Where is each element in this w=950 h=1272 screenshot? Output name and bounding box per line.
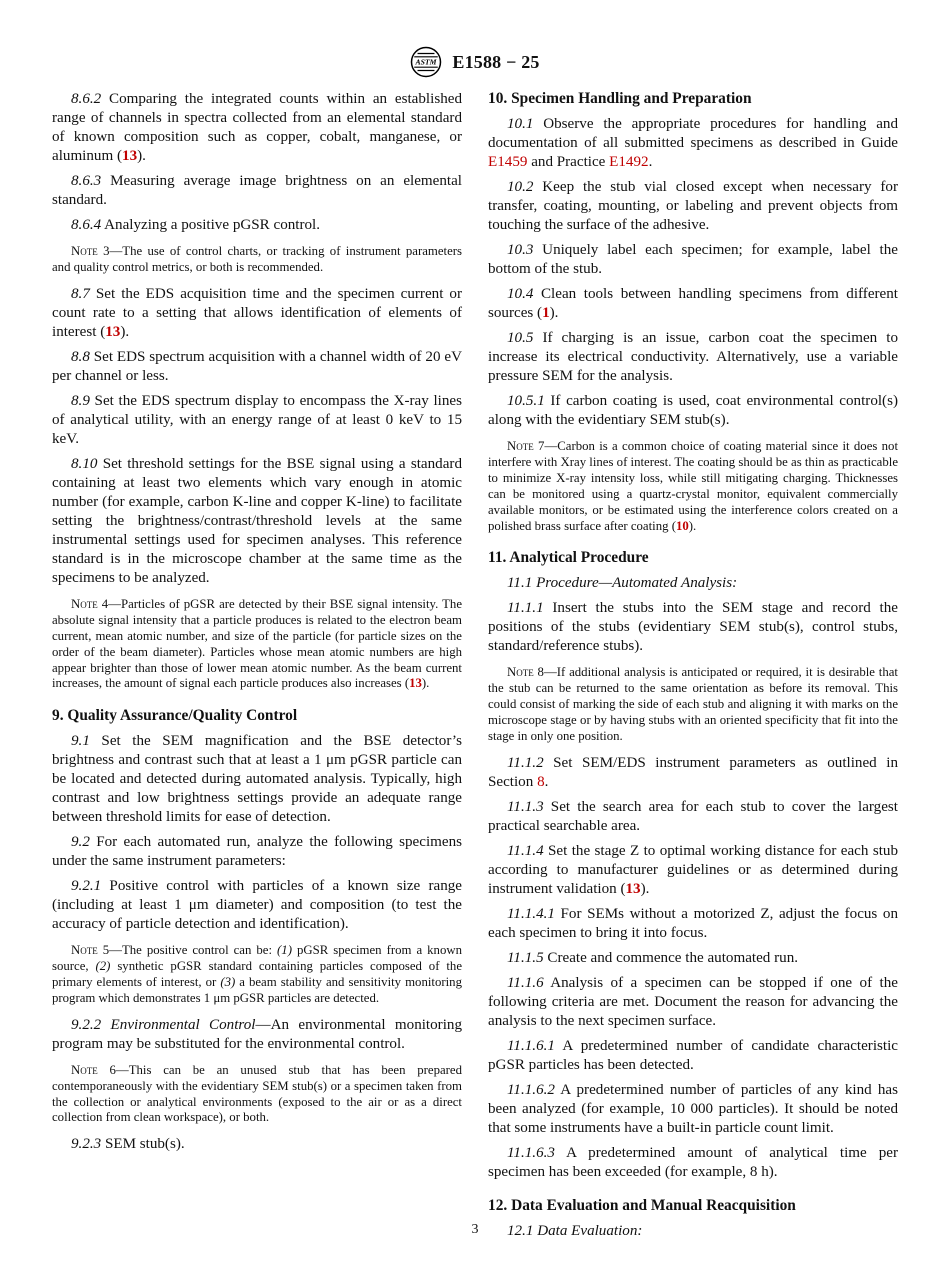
text-run: 11.1.3 [507,798,544,815]
body-paragraph [488,1081,898,1138]
astm-logo-icon [410,46,442,78]
note-paragraph [488,439,898,534]
text-run: Set SEM/EDS instrument parameters as outlined in Section [488,754,898,790]
text-run: (1) [277,943,292,958]
section-heading [52,707,462,725]
text-run: 6—This can be an unused stub that has been prepared contemporaneously with the evidentiary SEM stub(s) or a specimen taken from the collection or analytical environments (exposed to the air or as a direct collection from clean workspace), or both. [52,1062,462,1125]
body-paragraph [52,285,462,342]
page-footer [0,1222,950,1238]
text-run: ). [688,518,697,533]
text-run: pGSR specimen from a known source, [52,943,462,974]
reference-link[interactable]: 13 [409,676,422,691]
section-heading [488,549,898,567]
page-number: 3 [471,1222,479,1237]
body-paragraph [52,1135,462,1154]
text-run: Create and commence the automated run. [543,949,799,966]
text-run: 10.4 [507,286,534,303]
text-run: Note [71,597,98,612]
note-paragraph [488,665,898,744]
body-paragraph [488,949,898,968]
page-header [0,46,950,78]
text-run: 8.10 [71,455,98,472]
text-run: Set the stage Z to optimal working distance for each stub according to manufacturer guidelines or as determined during instrument validation ( [488,842,898,897]
right-column [488,90,898,1247]
text-run: Observe the appropriate procedures for handling and documentation of all submitted specimens as described in Guide [488,116,898,152]
text-run: A predetermined number of candidate characteristic pGSR particles has been detected. [488,1037,898,1073]
text-run: Set the EDS spectrum display to encompass the X-ray lines of analytical utility, with an energy range of at least 0 keV to 15 keV. [52,392,462,447]
body-paragraph [488,599,898,656]
section-heading [488,90,898,108]
text-run: 9.2.2 Environmental Control [71,1016,256,1033]
body-paragraph [52,392,462,449]
text-run: a beam stability and sensitivity monitoring program which demonstrates 1 μm pGSR particles are detected. [52,975,462,1005]
body-paragraph [52,348,462,386]
text-run: Set the SEM magnification and the BSE detector’s brightness and contrast such that at least a 1 μm pGSR particle can be located and detected during automated analysis. Typically, high contrast and low brightness settings provide an adequate range between threshold limits for ease of detection. [52,733,462,826]
body-paragraph [488,842,898,899]
reference-link[interactable]: 13 [122,148,138,165]
text-run: 11.1.4.1 [507,905,555,922]
body-paragraph [488,974,898,1031]
text-run: SEM stub(s). [101,1136,185,1153]
text-run: 4—Particles of pGSR are detected by their BSE signal intensity. The absolute signal intensity that a particle produces is related to the electron beam current, mean atomic number, and size of the particle (for particle sizes on the order of the beam diameter). Particles whose mean atomic numbers are high appear brighter than those of lower mean atomic number. As the beam current increases, the amount of signal each particle produces also increases ( [52,597,462,691]
text-run: 8.7 [71,285,90,302]
text-run: (2) [95,959,111,974]
note-paragraph [52,244,462,276]
text-run: 10.5.1 [507,393,545,410]
body-paragraph [52,833,462,871]
text-run: ). [549,305,559,322]
text-run: 9.2.1 [71,878,102,895]
text-run: 11.1.6.2 [507,1081,555,1098]
text-run: Positive control with particles of a known size range (including at least 1 μm diameter) and composition (to test the accuracy of particle detection and identification). [52,878,462,933]
text-run: 10. Specimen Handling and Preparation [488,90,752,107]
text-run: 8—If additional analysis is anticipated or required, it is desirable that the stub can be returned to the same orientation as before its removal. This could consist of marking the side of each stub and aligning it with marks on the microscope stage or by having stubs with an oriented specificity that fit into the stage in only one position. [488,665,898,743]
text-run: Clean tools between handling specimens from different sources ( [488,286,898,322]
body-paragraph [52,90,462,166]
text-run: (3) [220,975,236,990]
text-run: Set the EDS acquisition time and the specimen current or count rate to a setting that allows identification of elements of interest ( [52,285,462,340]
text-run: 11.1.6.1 [507,1037,555,1054]
text-run: and Practice [527,154,610,171]
text-run: Note [71,943,98,958]
text-run: 9.2 [71,834,90,851]
text-run: 12. Data Evaluation and Manual Reacquisition [488,1197,796,1215]
body-paragraph [52,172,462,210]
left-column [52,90,462,1247]
text-run: Analyzing a positive pGSR control. [101,217,321,234]
text-run: Set the search area for each stub to cover the largest practical searchable area. [488,798,898,834]
text-run: . [544,773,549,790]
text-run: 10.5 [507,330,534,347]
text-run: 8.6.4 [71,217,102,234]
body-paragraph [488,115,898,172]
text-run: 11.1.1 [507,600,544,617]
text-run: 3—The use of control charts, or tracking of instrument parameters and quality control metrics, or both is recommended. [52,244,462,274]
note-paragraph [52,597,462,692]
text-run: 11.1.6 [507,974,544,991]
text-run: 11.1 Procedure—Automated Analysis: [507,575,738,592]
text-run: 12.1 Data Evaluation: [507,1223,643,1240]
text-run: If carbon coating is used, coat environmental control(s) along with the evidentiary SEM stub(s). [488,393,898,429]
body-paragraph [52,216,462,235]
reference-link[interactable]: 1 [542,305,550,322]
text-run: 8.8 [71,348,90,365]
body-paragraph [488,1144,898,1182]
text-run: . [648,154,653,171]
text-run: 7—Carbon is a common choice of coating material since it does not interfere with Xray lines of interest. The coating should be as thin as practicable to minimize X-ray intensity loss, while still mitigating charging. Thicknesses can be monitored using a quartz-crystal monitor, equivalent commercially available monitors, or be estimated using the interference colors created on a polished brass surface after coating ( [488,439,898,533]
reference-link[interactable]: E1492 [609,154,649,171]
reference-link[interactable]: 8 [537,773,545,790]
text-run: Note [507,665,534,680]
text-run: 11.1.6.3 [507,1145,555,1162]
reference-link[interactable]: E1459 [488,154,528,171]
text-run: Note [507,439,534,454]
text-run: 5—The positive control can be: [97,943,278,958]
body-paragraph [488,754,898,792]
text-run: 11.1.5 [507,949,544,966]
reference-link[interactable]: 13 [625,880,641,897]
body-paragraph [488,329,898,386]
text-run: For SEMs without a motorized Z, adjust the focus on each specimen to bring it into focus. [488,905,898,941]
body-paragraph [488,798,898,836]
body-paragraph [488,285,898,323]
text-run: 8.9 [71,392,90,409]
text-run: 9.2.3 [71,1136,102,1153]
body-paragraph [488,574,898,593]
body-paragraph [488,1037,898,1075]
text-run: Uniquely label each specimen; for example, label the bottom of the stub. [488,242,898,278]
text-run: Analysis of a specimen can be stopped if one of the following criteria are met. Document the reason for advancing the analysis to the next specimen surface. [488,974,898,1029]
text-run: 11. Analytical Procedure [488,549,649,567]
body-paragraph [52,732,462,827]
text-run: A predetermined number of particles of any kind has been analyzed (for example, 10 000 particles). It should be noted that some instruments have a built-in particle count limit. [488,1081,898,1137]
text-run: —An environmental monitoring program may be substituted for the environmental control. [52,1016,462,1052]
text-run: Note [71,1062,98,1077]
text-run: Note [71,244,98,259]
section-heading [488,1197,898,1215]
text-run: Set threshold settings for the BSE signal using a standard containing at least two elements which vary enough in atomic number (for example, carbon K-line and copper K-line) to facilitate setting the brightness/contrast/threshold levels at the same instrumental settings used for specimen analyses. This reference standard is in the microscope chamber at the same time as the specimens to be analyzed. [52,455,462,587]
text-run: 10.3 [507,242,534,259]
text-run: Set EDS spectrum acquisition with a channel width of 20 eV per channel or less. [52,348,462,384]
text-run: 10.1 [507,116,534,132]
note-paragraph [52,943,462,1006]
text-run: Insert the stubs into the SEM stage and record the positions of the stubs (evidentiary SEM stub(s), control stubs, standard/reference stubs). [488,600,898,655]
text-run: 8.6.2 [71,91,102,107]
text-run: 11.1.4 [507,842,544,859]
reference-link[interactable]: 13 [105,323,121,340]
text-run: ). [421,676,430,691]
text-run: synthetic pGSR standard containing particles composed of the primary elements of interest, or [52,959,463,990]
body-paragraph [488,241,898,279]
text-run: 11.1.2 [507,754,544,771]
document-designation: E1588 − 25 [452,51,540,72]
text-run: Keep the stub vial closed except when necessary for transfer, coating, mounting, or labeling and prevent objects from touching the surface of the adhesive. [488,179,898,234]
text-run: For each automated run, analyze the following specimens under the same instrument parameters: [52,834,462,870]
text-run: 10.2 [507,179,534,196]
document-body [52,90,898,1247]
text-run: 9. Quality Assurance/Quality Control [52,707,298,725]
body-paragraph [52,1016,462,1054]
note-paragraph [52,1063,462,1126]
text-run: Comparing the integrated counts within an established range of channels in spectra collected from an elemental standard of known composition such as copper, cobalt, manganese, or aluminum ( [52,91,462,165]
text-run: A predetermined amount of analytical time per specimen has been exceeded (for example, 8 h). [488,1145,898,1181]
text-run: If charging is an issue, carbon coat the specimen to increase its electrical conductivity. Alternatively, use a variable pressure SEM for the analysis. [488,330,898,385]
text-run: ). [120,323,130,340]
body-paragraph [52,877,462,934]
text-run: ). [640,880,650,897]
reference-link[interactable]: 10 [675,518,689,533]
body-paragraph [488,905,898,943]
body-paragraph [488,392,898,430]
text-run: ). [137,148,146,165]
text-run: 8.6.3 [71,173,102,190]
text-run: 9.1 [71,733,90,750]
body-paragraph [488,178,898,235]
body-paragraph [52,455,462,588]
svg-text:ASTM: ASTM [415,57,437,67]
text-run: Measuring average image brightness on an elemental standard. [52,173,462,209]
